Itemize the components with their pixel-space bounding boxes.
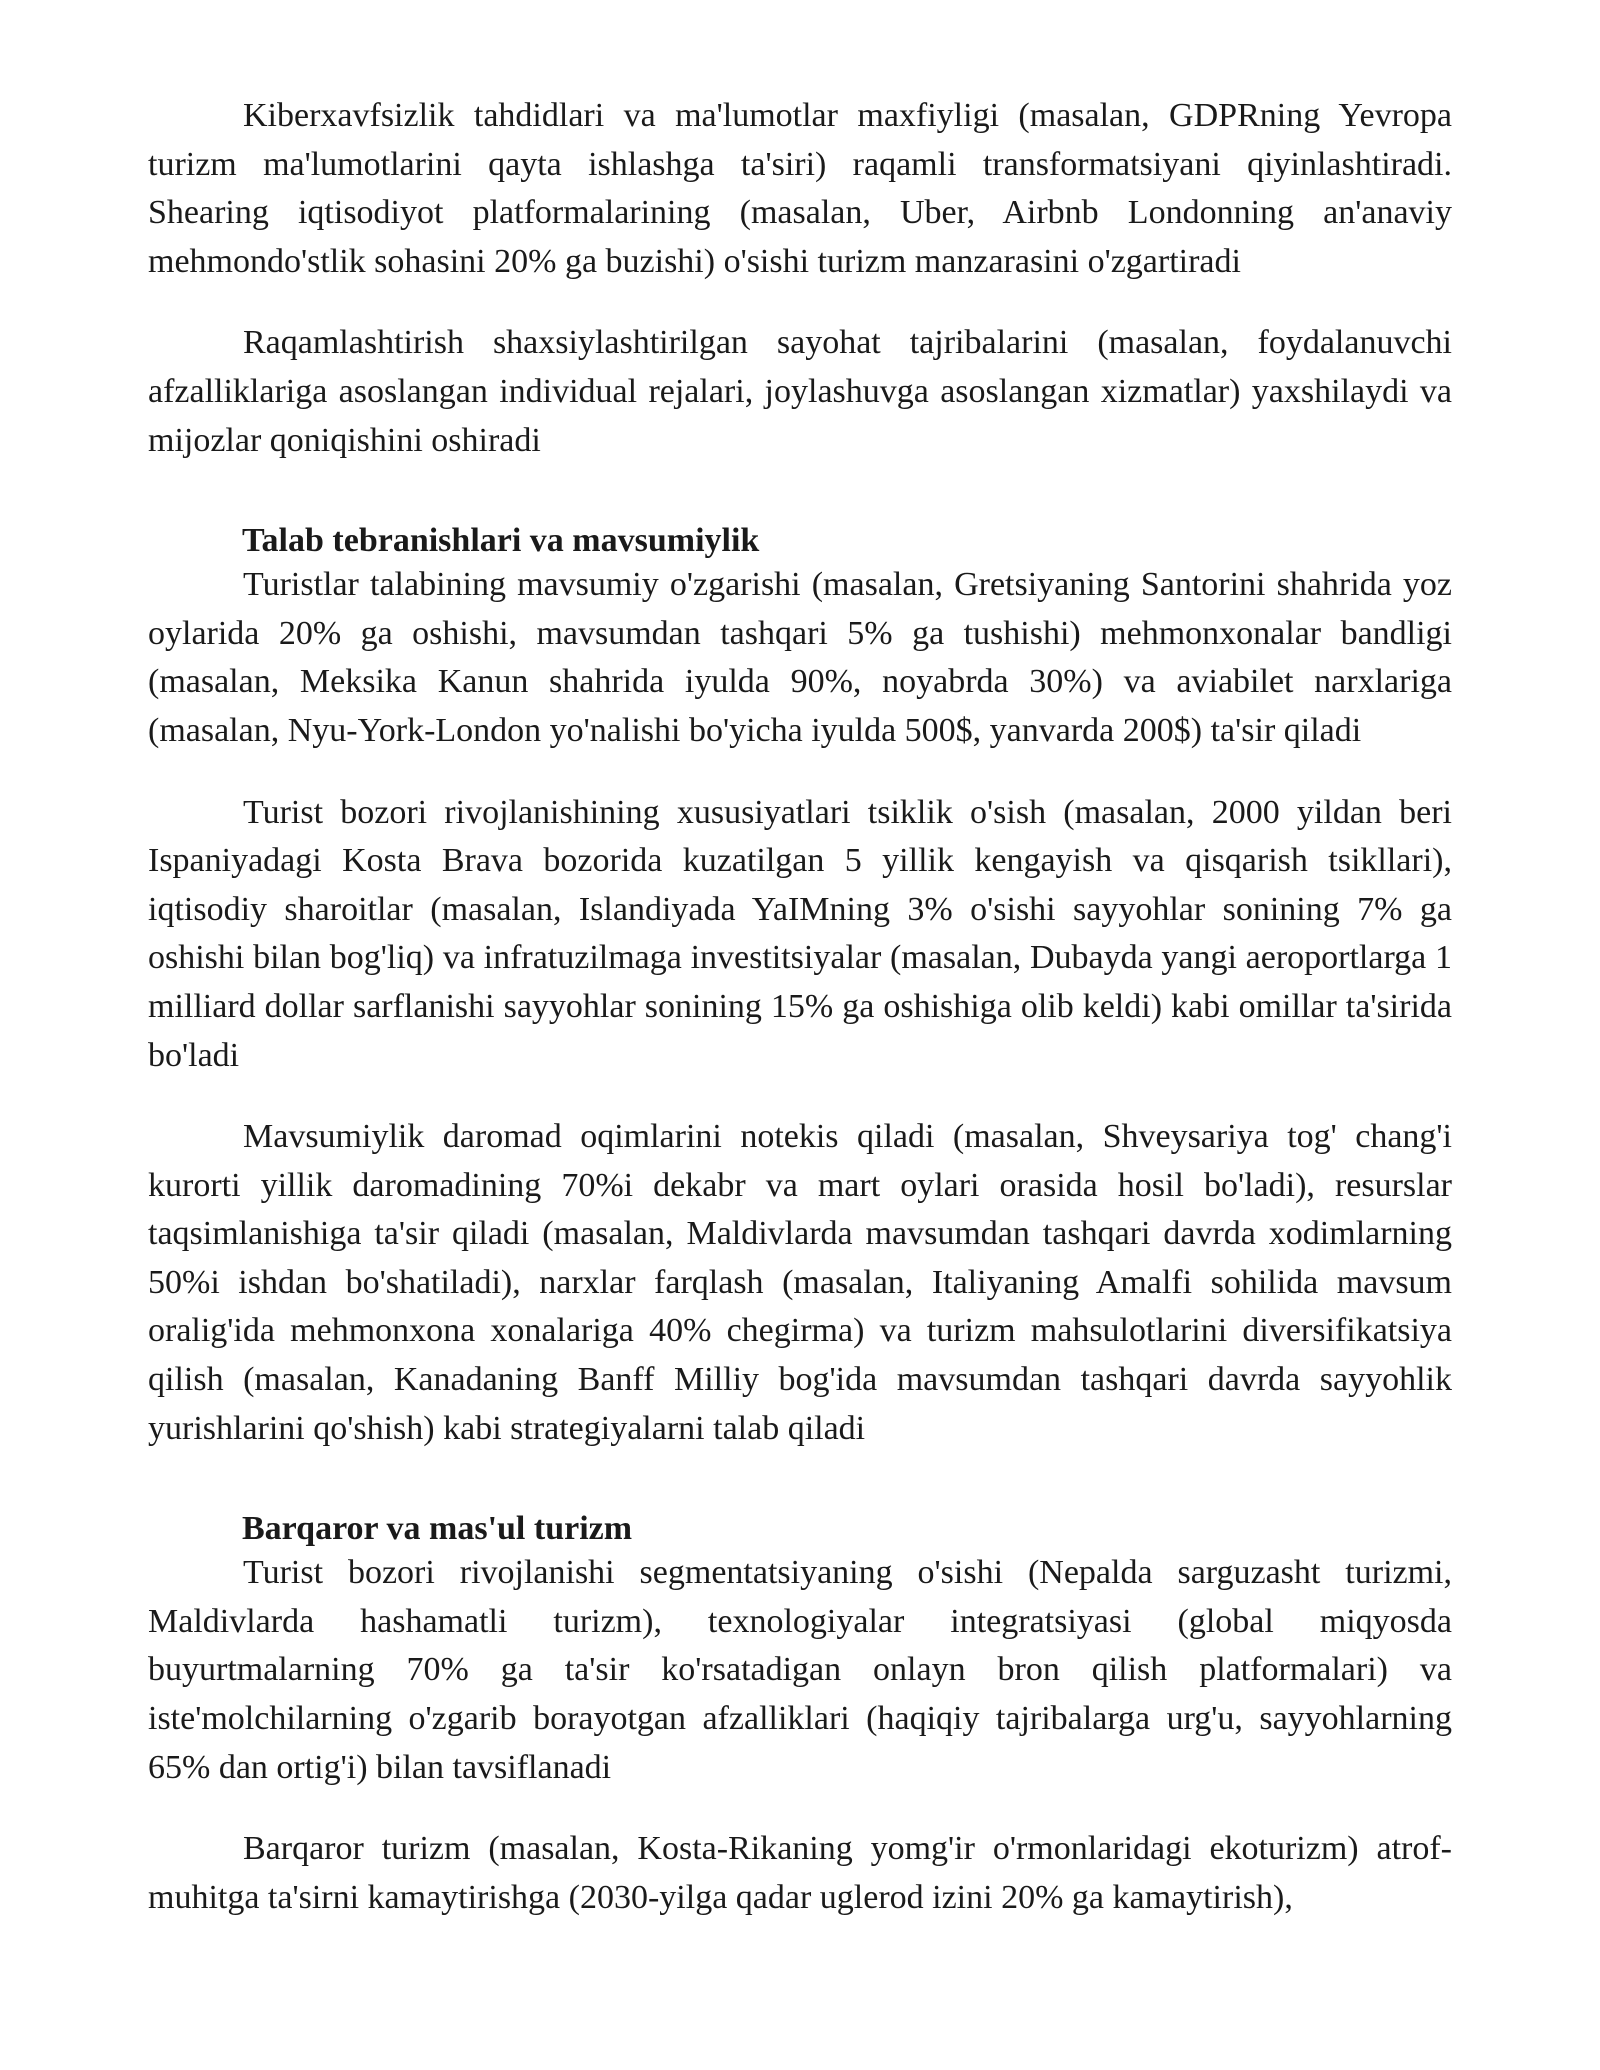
document-page [148, 92, 1452, 1955]
section-heading-sustainable-tourism: Barqaror va mas'ul turizm [242, 1510, 633, 1548]
paragraph-cybersecurity: Kiberxavfsizlik tahdidlari va ma'lumotlar maxfiyligi (masalan, GDPRning Yevropa turizm ma'lumotlarini qayta ishlashga ta'siri) raqamli transformatsiyani qiyinlashtiradi. Shearing iqtisodiyot platformalarining (masalan, Uber, Airbnb Londonning an'anaviy mehmondo'stlik sohasini 20% ga buzishi) o'sishi turizm manzarasini o'zgartiradi [148, 97, 1452, 280]
paragraph-segmentation: Turist bozori rivojlanishi segmentatsiyaning o'sishi (Nepalda sarguzasht turizmi, Maldivlarda hashamatli turizm), texnologiyalar integratsiyasi (global miqyosda buyurtmalarning 70% ga ta'sir ko'rsatadigan onlayn bron qilish platformalari) va iste'molchilarning o'zgarib borayotgan afzalliklari (haqiqiy tajribalarga urg'u, sayyohlarning 65% dan ortig'i) bilan tavsiflanadi [148, 1554, 1452, 1786]
paragraph-digitalization: Raqamlashtirish shaxsiylashtirilgan sayohat tajribalarini (masalan, foydalanuvchi afzalliklariga asoslangan individual rejalari, joylashuvga asoslangan xizmatlar) yaxshilaydi va mijozlar qoniqishini oshiradi [148, 324, 1452, 459]
paragraph-market-features: Turist bozori rivojlanishining xususiyatlari tsiklik o'sish (masalan, 2000 yildan beri Ispaniyadagi Kosta Brava bozorida kuzatilgan 5 yillik kengayish va qisqarish tsikllari), iqtisodiy sharoitlar (masalan, Islandiyada YaIMning 3% o'sishi sayyohlar sonining 7% ga oshishi bilan bog'liq) va infratuzilmaga investitsiyalar (masalan, Dubayda yangi aeroportlarga 1 milliard dollar sarflanishi sayyohlar sonining 15% ga oshishiga olib keldi) kabi omillar ta'sirida bo'ladi [148, 793, 1452, 1074]
section-heading-demand-seasonality: Talab tebranishlari va mavsumiylik [242, 522, 760, 560]
paragraph-seasonal-demand: Turistlar talabining mavsumiy o'zgarishi (masalan, Gretsiyaning Santorini shahrida yoz oylarida 20% ga oshishi, mavsumdan tashqari 5% ga tushishi) mehmonxonalar bandligi (masalan, Meksika Kanun shahrida iyulda 90%, noyabrda 30%) va aviabilet narxlariga (masalan, Nyu-York-London yo'nalishi bo'yicha iyulda 500$, yanvarda 200$) ta'sir qiladi [148, 566, 1452, 749]
paragraph-seasonality-revenue: Mavsumiylik daromad oqimlarini notekis qiladi (masalan, Shveysariya tog' chang'i kurorti yillik daromadining 70%i dekabr va mart oylari orasida hosil bo'ladi), resurslar taqsimlanishiga ta'sir qiladi (masalan, Maldivlarda mavsumdan tashqari davrda xodimlarning 50%i ishdan bo'shatiladi), narxlar farqlash (masalan, Italiyaning Amalfi sohilida mavsum oralig'ida mehmonxona xonalariga 40% chegirma) va turizm mahsulotlarini diversifikatsiya qilish (masalan, Kanadaning Banff Milliy bog'ida mavsumdan tashqari davrda sayyohlik yurishlarini qo'shish) kabi strategiyalarni talab qiladi [148, 1118, 1452, 1447]
paragraph-sustainable-tourism: Barqaror turizm (masalan, Kosta-Rikaning yomg'ir o'rmonlaridagi ekoturizm) atrof-muhitga ta'sirni kamaytirishga (2030-yilga qadar uglerod izini 20% ga kamaytirish), [148, 1830, 1452, 1916]
